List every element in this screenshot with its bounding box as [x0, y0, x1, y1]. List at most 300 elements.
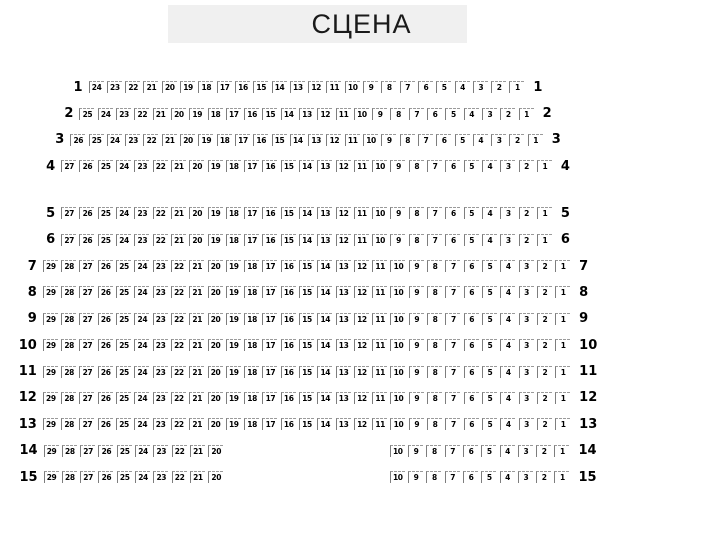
seat[interactable]: 10 [390, 445, 405, 457]
seat[interactable]: 4 [455, 81, 470, 93]
seat[interactable]: 1 [555, 418, 570, 430]
seat[interactable]: 6 [418, 81, 433, 93]
seat[interactable]: 15 [299, 260, 314, 272]
seat[interactable]: 13 [336, 313, 351, 325]
seat[interactable]: 28 [61, 418, 76, 430]
seat[interactable]: 26 [79, 207, 94, 219]
seat[interactable]: 10 [390, 313, 405, 325]
seat[interactable]: 21 [190, 445, 205, 457]
seat[interactable]: 11 [372, 313, 387, 325]
seat[interactable]: 11 [372, 392, 387, 404]
seat[interactable]: 29 [44, 471, 59, 483]
seat[interactable]: 25 [116, 339, 131, 351]
seat[interactable]: 1 [555, 313, 570, 325]
seat[interactable]: 17 [235, 134, 250, 146]
seat[interactable]: 15 [299, 339, 314, 351]
seat[interactable]: 21 [190, 471, 205, 483]
seat[interactable]: 15 [281, 207, 296, 219]
seat[interactable]: 14 [317, 418, 332, 430]
seat[interactable]: 25 [98, 234, 113, 246]
seat[interactable]: 27 [79, 286, 94, 298]
seat[interactable]: 13 [336, 339, 351, 351]
seat[interactable]: 25 [116, 366, 131, 378]
seat[interactable]: 22 [153, 160, 168, 172]
seat[interactable]: 19 [208, 234, 223, 246]
seat[interactable]: 19 [208, 160, 223, 172]
seat[interactable]: 11 [345, 134, 360, 146]
seat[interactable]: 22 [171, 260, 186, 272]
seat[interactable]: 23 [153, 418, 168, 430]
seat[interactable]: 21 [171, 160, 186, 172]
seat[interactable]: 13 [317, 160, 332, 172]
seat[interactable]: 6 [464, 286, 479, 298]
seat[interactable]: 17 [244, 234, 259, 246]
seat[interactable]: 18 [244, 260, 259, 272]
seat[interactable]: 24 [89, 81, 104, 93]
seat[interactable]: 22 [134, 108, 149, 120]
seat[interactable]: 19 [226, 392, 241, 404]
seat[interactable]: 21 [189, 418, 204, 430]
seat[interactable]: 6 [464, 260, 479, 272]
seat[interactable]: 17 [244, 207, 259, 219]
seat[interactable]: 21 [189, 339, 204, 351]
seat[interactable]: 3 [519, 260, 534, 272]
seat[interactable]: 13 [290, 81, 305, 93]
seat[interactable]: 7 [445, 445, 460, 457]
seat[interactable]: 5 [481, 445, 496, 457]
seat[interactable]: 4 [482, 160, 497, 172]
seat[interactable]: 18 [217, 134, 232, 146]
seat[interactable]: 26 [98, 339, 113, 351]
seat[interactable]: 29 [43, 313, 58, 325]
seat[interactable]: 17 [262, 366, 277, 378]
seat[interactable]: 23 [153, 445, 168, 457]
seat[interactable]: 5 [482, 286, 497, 298]
seat[interactable]: 9 [409, 418, 424, 430]
seat[interactable]: 29 [43, 286, 58, 298]
seat[interactable]: 4 [500, 339, 515, 351]
seat[interactable]: 22 [143, 134, 158, 146]
seat[interactable]: 14 [272, 81, 287, 93]
seat[interactable]: 2 [519, 234, 534, 246]
seat[interactable]: 2 [500, 108, 515, 120]
seat[interactable]: 29 [44, 445, 59, 457]
seat[interactable]: 25 [116, 418, 131, 430]
seat[interactable]: 10 [390, 418, 405, 430]
seat[interactable]: 26 [98, 471, 113, 483]
seat[interactable]: 19 [226, 418, 241, 430]
seat[interactable]: 4 [500, 418, 515, 430]
seat[interactable]: 6 [427, 108, 442, 120]
seat[interactable]: 8 [381, 81, 396, 93]
seat[interactable]: 5 [482, 366, 497, 378]
seat[interactable]: 20 [208, 366, 223, 378]
seat[interactable]: 24 [134, 392, 149, 404]
seat[interactable]: 17 [262, 339, 277, 351]
seat[interactable]: 1 [554, 445, 569, 457]
seat[interactable]: 14 [281, 108, 296, 120]
seat[interactable]: 7 [445, 339, 460, 351]
seat[interactable]: 20 [208, 260, 223, 272]
seat[interactable]: 14 [317, 286, 332, 298]
seat[interactable]: 17 [262, 313, 277, 325]
seat[interactable]: 9 [408, 445, 423, 457]
seat[interactable]: 26 [98, 392, 113, 404]
seat[interactable]: 2 [536, 471, 551, 483]
seat[interactable]: 11 [354, 160, 369, 172]
seat[interactable]: 5 [464, 207, 479, 219]
seat[interactable]: 22 [171, 339, 186, 351]
seat[interactable]: 19 [226, 260, 241, 272]
seat[interactable]: 15 [281, 234, 296, 246]
seat[interactable]: 5 [482, 418, 497, 430]
seat[interactable]: 14 [317, 366, 332, 378]
seat[interactable]: 1 [528, 134, 543, 146]
seat[interactable]: 28 [61, 313, 76, 325]
seat[interactable]: 5 [481, 471, 496, 483]
seat[interactable]: 24 [134, 286, 149, 298]
seat[interactable]: 14 [299, 207, 314, 219]
seat[interactable]: 9 [381, 134, 396, 146]
seat[interactable]: 10 [363, 134, 378, 146]
seat[interactable]: 2 [537, 286, 552, 298]
seat[interactable]: 25 [79, 108, 94, 120]
seat[interactable]: 10 [390, 339, 405, 351]
seat[interactable]: 26 [98, 418, 113, 430]
seat[interactable]: 12 [354, 286, 369, 298]
seat[interactable]: 10 [390, 471, 405, 483]
seat[interactable]: 20 [162, 81, 177, 93]
seat[interactable]: 22 [171, 418, 186, 430]
seat[interactable]: 16 [235, 81, 250, 93]
seat[interactable]: 25 [117, 445, 132, 457]
seat[interactable]: 6 [463, 445, 478, 457]
seat[interactable]: 12 [336, 234, 351, 246]
seat[interactable]: 7 [445, 392, 460, 404]
seat[interactable]: 5 [482, 313, 497, 325]
seat[interactable]: 13 [336, 286, 351, 298]
seat[interactable]: 6 [445, 234, 460, 246]
seat[interactable]: 24 [134, 418, 149, 430]
seat[interactable]: 28 [62, 445, 77, 457]
seat[interactable]: 7 [445, 286, 460, 298]
seat[interactable]: 27 [80, 471, 95, 483]
seat[interactable]: 2 [519, 160, 534, 172]
seat[interactable]: 10 [390, 366, 405, 378]
seat[interactable]: 17 [226, 108, 241, 120]
seat[interactable]: 2 [537, 313, 552, 325]
seat[interactable]: 21 [171, 234, 186, 246]
seat[interactable]: 13 [336, 418, 351, 430]
seat[interactable]: 3 [519, 418, 534, 430]
seat[interactable]: 24 [116, 234, 131, 246]
seat[interactable]: 15 [281, 160, 296, 172]
seat[interactable]: 3 [519, 339, 534, 351]
seat[interactable]: 28 [61, 286, 76, 298]
seat[interactable]: 18 [244, 339, 259, 351]
seat[interactable]: 24 [134, 260, 149, 272]
seat[interactable]: 25 [116, 286, 131, 298]
seat[interactable]: 8 [426, 471, 441, 483]
seat[interactable]: 19 [226, 339, 241, 351]
seat[interactable]: 27 [79, 366, 94, 378]
seat[interactable]: 15 [253, 81, 268, 93]
seat[interactable]: 8 [409, 160, 424, 172]
seat[interactable]: 1 [537, 160, 552, 172]
seat[interactable]: 8 [427, 260, 442, 272]
seat[interactable]: 2 [537, 260, 552, 272]
seat[interactable]: 19 [180, 81, 195, 93]
seat[interactable]: 4 [500, 392, 515, 404]
seat[interactable]: 22 [171, 286, 186, 298]
seat[interactable]: 13 [317, 207, 332, 219]
seat[interactable]: 20 [208, 418, 223, 430]
seat[interactable]: 26 [98, 445, 113, 457]
seat[interactable]: 24 [135, 445, 150, 457]
seat[interactable]: 21 [143, 81, 158, 93]
seat[interactable]: 14 [299, 160, 314, 172]
seat[interactable]: 9 [409, 286, 424, 298]
seat[interactable]: 2 [537, 392, 552, 404]
seat[interactable]: 8 [409, 207, 424, 219]
seat[interactable]: 23 [153, 286, 168, 298]
seat[interactable]: 25 [116, 392, 131, 404]
seat[interactable]: 23 [153, 260, 168, 272]
seat[interactable]: 25 [117, 471, 132, 483]
seat[interactable]: 12 [326, 134, 341, 146]
seat[interactable]: 7 [445, 471, 460, 483]
seat[interactable]: 20 [189, 207, 204, 219]
seat[interactable]: 4 [500, 260, 515, 272]
seat[interactable]: 19 [226, 313, 241, 325]
seat[interactable]: 5 [482, 260, 497, 272]
seat[interactable]: 1 [519, 108, 534, 120]
seat[interactable]: 12 [317, 108, 332, 120]
seat[interactable]: 6 [445, 160, 460, 172]
seat[interactable]: 17 [262, 260, 277, 272]
seat[interactable]: 23 [153, 471, 168, 483]
seat[interactable]: 24 [116, 207, 131, 219]
seat[interactable]: 4 [500, 286, 515, 298]
seat[interactable]: 5 [445, 108, 460, 120]
seat[interactable]: 3 [473, 81, 488, 93]
seat[interactable]: 4 [464, 108, 479, 120]
seat[interactable]: 7 [427, 234, 442, 246]
seat[interactable]: 17 [262, 286, 277, 298]
seat[interactable]: 12 [354, 392, 369, 404]
seat[interactable]: 16 [281, 313, 296, 325]
seat[interactable]: 8 [409, 234, 424, 246]
seat[interactable]: 16 [281, 286, 296, 298]
seat[interactable]: 1 [555, 339, 570, 351]
seat[interactable]: 27 [80, 445, 95, 457]
seat[interactable]: 5 [436, 81, 451, 93]
seat[interactable]: 27 [79, 260, 94, 272]
seat[interactable]: 16 [281, 366, 296, 378]
seat[interactable]: 20 [208, 286, 223, 298]
seat[interactable]: 28 [62, 471, 77, 483]
seat[interactable]: 15 [299, 366, 314, 378]
seat[interactable]: 10 [372, 234, 387, 246]
seat[interactable]: 16 [253, 134, 268, 146]
seat[interactable]: 4 [482, 207, 497, 219]
seat[interactable]: 3 [518, 471, 533, 483]
seat[interactable]: 26 [70, 134, 85, 146]
seat[interactable]: 15 [272, 134, 287, 146]
seat[interactable]: 2 [537, 366, 552, 378]
seat[interactable]: 28 [61, 339, 76, 351]
seat[interactable]: 6 [464, 366, 479, 378]
seat[interactable]: 16 [262, 160, 277, 172]
seat[interactable]: 23 [116, 108, 131, 120]
seat[interactable]: 7 [409, 108, 424, 120]
seat[interactable]: 8 [427, 392, 442, 404]
seat[interactable]: 8 [427, 286, 442, 298]
seat[interactable]: 7 [427, 207, 442, 219]
seat[interactable]: 13 [308, 134, 323, 146]
seat[interactable]: 9 [409, 392, 424, 404]
seat[interactable]: 23 [134, 207, 149, 219]
seat[interactable]: 15 [299, 418, 314, 430]
seat[interactable]: 9 [390, 234, 405, 246]
seat[interactable]: 25 [98, 160, 113, 172]
seat[interactable]: 28 [61, 366, 76, 378]
seat[interactable]: 22 [153, 207, 168, 219]
seat[interactable]: 19 [208, 207, 223, 219]
seat[interactable]: 11 [326, 81, 341, 93]
seat[interactable]: 24 [116, 160, 131, 172]
seat[interactable]: 3 [500, 234, 515, 246]
seat[interactable]: 27 [79, 313, 94, 325]
seat[interactable]: 29 [43, 260, 58, 272]
seat[interactable]: 17 [217, 81, 232, 93]
seat[interactable]: 24 [134, 313, 149, 325]
seat[interactable]: 27 [79, 392, 94, 404]
seat[interactable]: 2 [537, 339, 552, 351]
seat[interactable]: 14 [290, 134, 305, 146]
seat[interactable]: 8 [427, 339, 442, 351]
seat[interactable]: 9 [363, 81, 378, 93]
seat[interactable]: 23 [125, 134, 140, 146]
seat[interactable]: 1 [537, 207, 552, 219]
seat[interactable]: 22 [171, 392, 186, 404]
seat[interactable]: 23 [153, 392, 168, 404]
seat[interactable]: 26 [98, 366, 113, 378]
seat[interactable]: 14 [317, 339, 332, 351]
seat[interactable]: 14 [317, 313, 332, 325]
seat[interactable]: 4 [482, 234, 497, 246]
seat[interactable]: 3 [519, 286, 534, 298]
seat[interactable]: 20 [208, 313, 223, 325]
seat[interactable]: 8 [426, 445, 441, 457]
seat[interactable]: 22 [125, 81, 140, 93]
seat[interactable]: 15 [299, 286, 314, 298]
seat[interactable]: 11 [372, 260, 387, 272]
seat[interactable]: 22 [172, 445, 187, 457]
seat[interactable]: 21 [189, 260, 204, 272]
seat[interactable]: 8 [427, 366, 442, 378]
seat[interactable]: 2 [509, 134, 524, 146]
seat[interactable]: 15 [299, 392, 314, 404]
seat[interactable]: 28 [61, 260, 76, 272]
seat[interactable]: 13 [336, 260, 351, 272]
seat[interactable]: 9 [390, 207, 405, 219]
seat[interactable]: 11 [372, 339, 387, 351]
seat[interactable]: 10 [354, 108, 369, 120]
seat[interactable]: 13 [336, 366, 351, 378]
seat[interactable]: 26 [98, 260, 113, 272]
seat[interactable]: 6 [464, 392, 479, 404]
seat[interactable]: 8 [400, 134, 415, 146]
seat[interactable]: 6 [464, 313, 479, 325]
seat[interactable]: 20 [180, 134, 195, 146]
seat[interactable]: 24 [134, 366, 149, 378]
seat[interactable]: 25 [116, 313, 131, 325]
seat[interactable]: 12 [308, 81, 323, 93]
seat[interactable]: 5 [464, 160, 479, 172]
seat[interactable]: 18 [208, 108, 223, 120]
seat[interactable]: 3 [500, 160, 515, 172]
seat[interactable]: 1 [537, 234, 552, 246]
seat[interactable]: 9 [409, 260, 424, 272]
seat[interactable]: 3 [519, 313, 534, 325]
seat[interactable]: 19 [226, 366, 241, 378]
seat[interactable]: 16 [262, 234, 277, 246]
seat[interactable]: 13 [336, 392, 351, 404]
seat[interactable]: 29 [43, 366, 58, 378]
seat[interactable]: 26 [79, 234, 94, 246]
seat[interactable]: 27 [61, 160, 76, 172]
seat[interactable]: 22 [171, 313, 186, 325]
seat[interactable]: 10 [372, 160, 387, 172]
seat[interactable]: 23 [134, 234, 149, 246]
seat[interactable]: 11 [372, 366, 387, 378]
seat[interactable]: 16 [244, 108, 259, 120]
seat[interactable]: 12 [354, 418, 369, 430]
seat[interactable]: 18 [226, 207, 241, 219]
seat[interactable]: 21 [189, 392, 204, 404]
seat[interactable]: 21 [189, 366, 204, 378]
seat[interactable]: 14 [299, 234, 314, 246]
seat[interactable]: 18 [244, 418, 259, 430]
seat[interactable]: 2 [519, 207, 534, 219]
seat[interactable]: 15 [262, 108, 277, 120]
seat[interactable]: 20 [171, 108, 186, 120]
seat[interactable]: 7 [445, 313, 460, 325]
seat[interactable]: 14 [317, 392, 332, 404]
seat[interactable]: 11 [354, 234, 369, 246]
seat[interactable]: 9 [409, 313, 424, 325]
seat[interactable]: 12 [336, 160, 351, 172]
seat[interactable]: 20 [189, 234, 204, 246]
seat[interactable]: 12 [336, 207, 351, 219]
seat[interactable]: 21 [162, 134, 177, 146]
seat[interactable]: 21 [189, 286, 204, 298]
seat[interactable]: 7 [445, 366, 460, 378]
seat[interactable]: 25 [116, 260, 131, 272]
seat[interactable]: 8 [390, 108, 405, 120]
seat[interactable]: 3 [500, 207, 515, 219]
seat[interactable]: 26 [98, 313, 113, 325]
seat[interactable]: 16 [281, 339, 296, 351]
seat[interactable]: 12 [354, 313, 369, 325]
seat[interactable]: 15 [299, 313, 314, 325]
seat[interactable]: 7 [427, 160, 442, 172]
seat[interactable]: 17 [262, 392, 277, 404]
seat[interactable]: 24 [107, 134, 122, 146]
seat[interactable]: 8 [427, 313, 442, 325]
seat[interactable]: 22 [153, 234, 168, 246]
